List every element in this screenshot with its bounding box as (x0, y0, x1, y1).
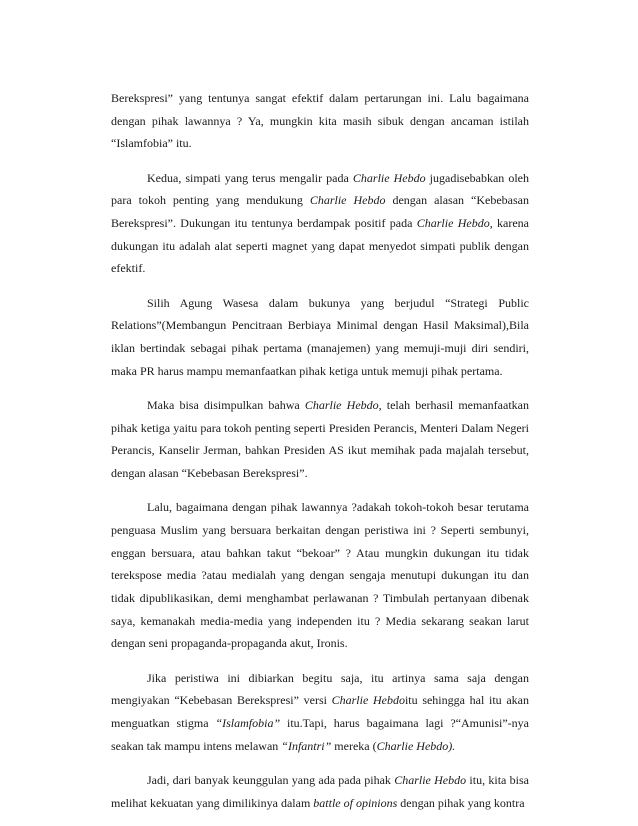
paragraph-3 (111, 292, 529, 383)
text-run: itu, kita bisa melihat kekuatan yang dimilikinya dalam (111, 772, 529, 810)
text-run: dengan pihak yang kontra (397, 795, 525, 810)
text-run: jugadisebabkan oleh para tokoh penting yang mendukung (111, 170, 530, 208)
text-run: Jadi, dari banyak keunggulan yang ada pada pihak (147, 772, 395, 787)
text-run: dengan alasan “Kebebasan Berekspresi”. Dukungan itu tentunya berdampak positif pada (111, 193, 529, 231)
paragraph-4 (111, 394, 529, 485)
paragraph-6 (111, 667, 529, 758)
text-run: telah berhasil memanfaatkan pihak ketiga yaitu para tokoh penting seperti Presiden Perancis, Menteri Dalam Negeri Perancis, Kanselir Jerman, bahkan Presiden AS ikut memihak pada majalah tersebut, dengan alasan “Kebebasan Berekspresi”. (111, 397, 529, 481)
italic-text: Charlie Hebdo, (416, 216, 493, 231)
italic-text: Charlie Hebdo (331, 693, 405, 708)
italic-text: Charlie Hebdo (309, 193, 386, 208)
paragraph-1 (111, 87, 529, 155)
italic-text: “Infantri” (281, 738, 332, 753)
italic-text: “Islamfobia” (215, 716, 281, 731)
italic-text: Charlie Hebdo (394, 772, 467, 787)
text-run: itu.Tapi, harus bagaimana lagi ?“Amunisi”-nya seakan tak mampu intens melawan (111, 716, 529, 753)
text-run: Maka bisa disimpulkan bahwa (147, 397, 305, 412)
text-run: Jika peristiwa ini dibiarkan begitu saja, itu artinya sama saja dengan mengiyakan “Kebebasan Berekspresi” versi (111, 670, 529, 708)
text-run: Silih Agung Wasesa dalam bukunya yang berjudul “Strategi Public Relations”(Membangun Pencitraan Berbiaya Minimal dengan Hasil Maksimal),Bila iklan bertindak sebagai pihak pertama (manajemen) yang memuji-muji diri sendiri, maka PR harus mampu memanfaatkan pihak ketiga untuk memuji pihak pertama. (111, 295, 529, 378)
text-run: Lalu, bagaimana dengan pihak lawannya ?adakah tokoh-tokoh besar terutama penguasa Muslim yang bersuara berkaitan dengan peristiwa ini ? Seperti sembunyi, enggan bersuara, atau bahkan takut “bekoar” ? Atau mungkin dukungan itu tidak terekspose media ?atau medialah yang dengan sengaja menutupi dukungan itu dan tidak dipublikasikan, demi menghambat perlawanan ? Timbulah pertanyaan dibenak saya, kemanakah media-media yang independen itu ? Media sekarang seakan larut dengan seni propaganda-propaganda akut, Ironis. (111, 500, 529, 651)
italic-text: Charlie Hebdo (352, 170, 426, 185)
text-run: karena dukungan itu adalah alat seperti magnet yang dapat menyedot simpati publik dengan efektif. (111, 216, 529, 276)
text-run: mereka ( (331, 738, 377, 753)
italic-text: Charlie Hebdo, (304, 397, 382, 412)
text-run: Kedua, simpati yang terus mengalir pada (147, 170, 353, 185)
paragraph-5 (111, 496, 529, 655)
paragraph-2 (111, 167, 529, 281)
italic-text: battle of opinions (313, 795, 398, 810)
italic-text: Charlie Hebdo). (376, 738, 456, 753)
text-run: itu sehingga hal itu akan menguatkan stigma (111, 693, 529, 731)
body-text (111, 87, 529, 826)
paragraph-7 (111, 769, 529, 814)
text-run: Berekspresi” yang tentunya sangat efektif dalam pertarungan ini. Lalu bagaimana dengan pihak lawannya ? Ya, mungkin kita masih sibuk dengan ancaman istilah “Islamfobia” itu. (111, 91, 529, 151)
